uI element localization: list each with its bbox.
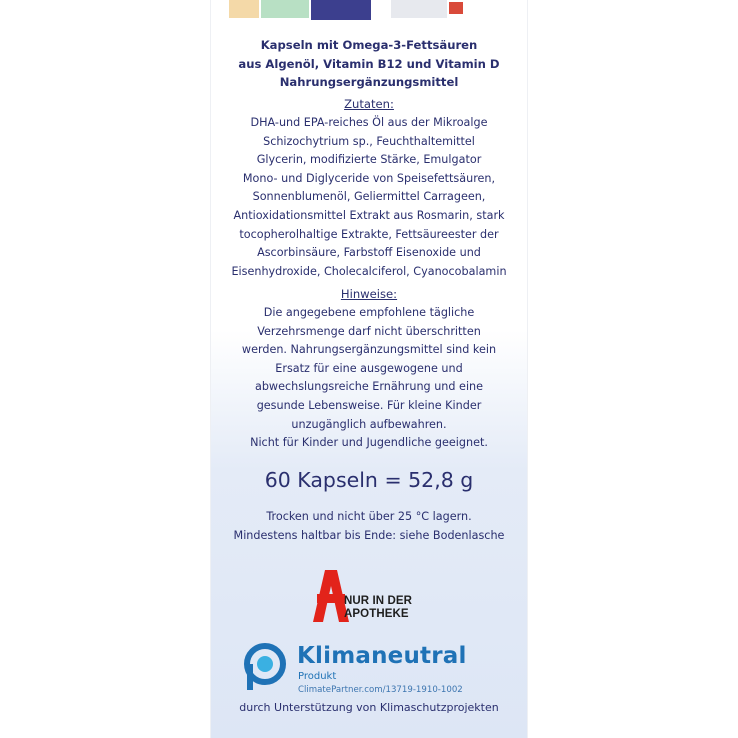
- ingredients-line: Schizochytrium sp., Feuchthaltemittel: [263, 134, 475, 148]
- notes-line: unzugänglich aufbewahren.: [291, 417, 447, 431]
- ingredients-line: Eisenhydroxide, Cholecalciferol, Cyanocobalamin: [231, 264, 507, 278]
- notes-line: Nicht für Kinder und Jugendliche geeignet.: [250, 436, 488, 450]
- package-top-strip: [211, 0, 527, 22]
- apotheke-line: APOTHEKE: [344, 608, 409, 620]
- apotheke-label: [344, 595, 412, 621]
- climate-partner-icon: [239, 640, 291, 692]
- notes-heading: Hinweise:: [340, 287, 398, 301]
- climate-url: ClimatePartner.com/13719-1910-1002: [298, 685, 463, 695]
- top-strip-segment: [449, 2, 463, 14]
- apotheke-line: NUR IN DER: [344, 595, 413, 607]
- title-line: Kapseln mit Omega-3-Fettsäuren: [260, 38, 478, 52]
- product-title: [211, 36, 527, 92]
- storage-line: Mindestens haltbar bis Ende: siehe Bodenlasche: [233, 528, 505, 542]
- notes-line: gesunde Lebensweise. Für kleine Kinder: [256, 398, 482, 412]
- top-strip-segment: [311, 0, 371, 20]
- climate-title: Klimaneutral: [297, 643, 467, 669]
- notes-line: Die angegebene empfohlene tägliche: [263, 306, 475, 319]
- ingredients-line: Ascorbinsäure, Farbstoff Eisenoxide und: [257, 246, 481, 260]
- ingredients-line: tocopherolhaltige Extrakte, Fettsäureester der: [239, 227, 499, 241]
- ingredients-line: Sonnenblumenöl, Geliermittel Carrageen,: [252, 190, 486, 204]
- title-line: Nahrungsergänzungsmittel: [279, 75, 459, 89]
- ingredients-line: Antioxidationsmittel Extrakt aus Rosmarin, stark: [233, 208, 505, 222]
- notes-line: Ersatz für eine ausgewogene und: [275, 361, 463, 375]
- top-strip-segment: [261, 0, 309, 18]
- top-strip-segment: [391, 0, 447, 18]
- storage-line: Trocken und nicht über 25 °C lagern.: [266, 510, 472, 523]
- ingredients-line: DHA-und EPA-reiches Öl aus der Mikroalge: [250, 116, 488, 129]
- ingredients-line: Glycerin, modifizierte Stärke, Emulgator: [256, 153, 482, 167]
- climate-subtitle: Produkt: [298, 671, 337, 682]
- capsule-count: 60 Kapseln = 52,8 g: [264, 468, 474, 492]
- title-line: aus Algenöl, Vitamin B12 und Vitamin D: [238, 56, 500, 71]
- climate-footer: durch Unterstützung von Klimaschutzprojekten: [239, 701, 499, 714]
- top-strip-segment: [229, 0, 259, 18]
- product-package-side: [211, 0, 527, 738]
- notes-line: Verzehrsmenge darf nicht überschritten: [257, 324, 481, 338]
- ingredients-list: [211, 114, 527, 281]
- notes-line: abwechslungsreiche Ernährung und eine: [254, 380, 484, 394]
- storage-info: [211, 508, 527, 545]
- ingredients-line: Mono- und Diglyceride von Speisefettsäuren,: [242, 171, 496, 185]
- apotheke-badge: [311, 568, 441, 628]
- notes-line: werden. Nahrungsergänzungsmittel sind kein: [241, 343, 497, 357]
- notes-list: [211, 304, 527, 453]
- ingredients-heading: Zutaten:: [344, 97, 394, 111]
